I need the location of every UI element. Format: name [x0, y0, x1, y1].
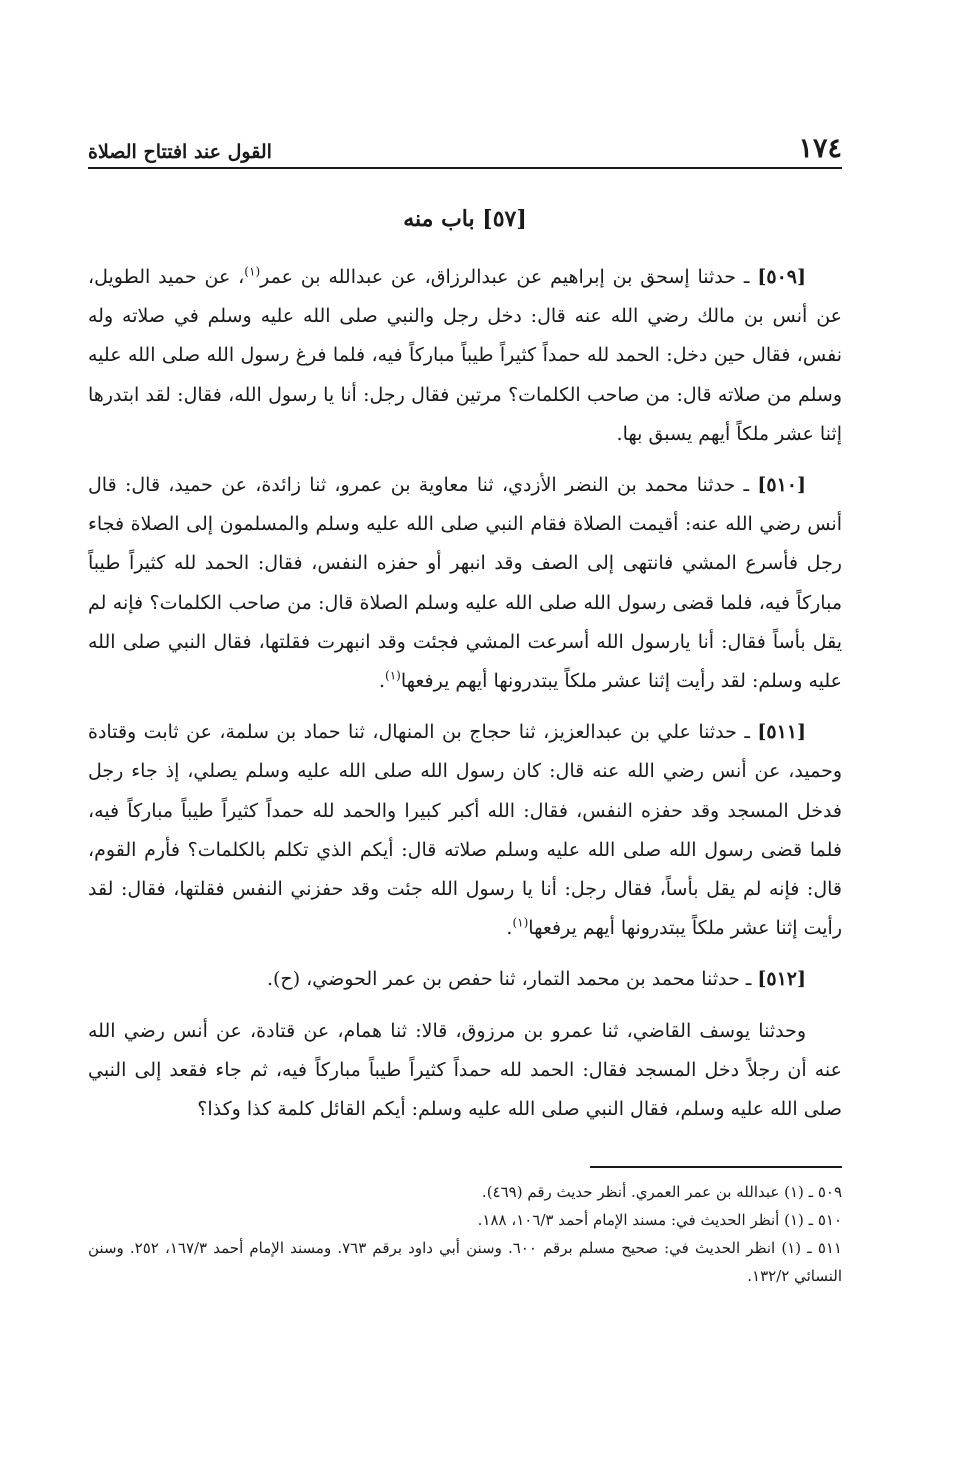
hadith-number: [٥١٢]	[757, 968, 806, 991]
hadith-number: [٥١٠]	[757, 474, 806, 497]
footnotes	[88, 1178, 842, 1290]
hadith-text-continued: .	[378, 670, 385, 693]
footnote-rule	[590, 1166, 842, 1168]
hadith-text-continued: ، عن حميد الطويل، عن أنس بن مالك رضي الله عنه قال: دخل رجل والنبي صلى الله عليه وسلم في صلاته وله نفس، فقال حين دخل: الحمد لله حمداً كثيراً طيباً مباركاً فيه، فلما فرغ رسول الله صلى الله عليه وسلم من صلاته قال: من صاحب الكلمات؟ مرتين فقال رجل: أنا يا رسول الله، فقال: لقد ابتدرها إثنا عشر ملكاً أيهم يسبق بها.	[88, 266, 842, 445]
footnote-marker: (١)	[385, 668, 401, 683]
chapter-title: [٥٧] باب منه	[403, 206, 527, 232]
page-number: ١٧٤	[798, 133, 842, 164]
hadith-511	[88, 713, 842, 948]
footnote-510: ٥١٠ ـ (١) أنظر الحديث في: مسند الإمام أحمد ١٠٦/٣، ١٨٨.	[477, 1211, 842, 1229]
header-rule	[88, 167, 842, 169]
hadith-number: [٥٠٩]	[757, 266, 806, 288]
hadith-509	[88, 258, 842, 454]
hadith-text: ـ حدثنا محمد بن محمد التمار، ثنا حفص بن عمر الحوضي، (ح).	[266, 968, 752, 991]
hadith-number: [٥١١]	[757, 721, 806, 744]
running-header	[88, 122, 842, 162]
hadith-text: ـ حدثنا إسحق بن إبراهيم عن عبدالرزاق، عن عبدالله بن عمر	[260, 266, 750, 288]
footnote-marker: (١)	[512, 915, 529, 930]
footnote-511: ٥١١ ـ (١) انظر الحديث في: صحيح مسلم برقم ٦٠٠. وسنن أبي داود برقم ٧٦٣. ومسند الإمام أحمد ١٦٧/٣، ٢٥٢. وسنن النسائي ١٣٢/٢.	[88, 1239, 842, 1285]
hadith-text-continued: .	[506, 917, 513, 940]
hadith-512-continuation: وحدثنا يوسف القاضي، ثنا عمرو بن مرزوق، قالا: ثنا همام، عن قتادة، عن أنس رضي الله عنه أن رجلاً دخل المسجد فقال: الحمد لله حمداً كثيراً طيباً مباركاً فيه، ثم جاء فقعد إلى النبي صلى الله عليه وسلم، فقال النبي صلى الله عليه وسلم: أيكم القائل كلمة كذا وكذا؟	[88, 1019, 842, 1121]
hadith-510	[88, 466, 842, 701]
hadith-text: ـ حدثنا محمد بن النضر الأزدي، ثنا معاوية بن عمرو، ثنا زائدة، عن حميد، قال: قال أنس رضي الله عنه: أقيمت الصلاة فقام النبي صلى الله عليه وسلم والمسلمون إلى الصلاة فجاء رجل فأسرع المشي فانتهى إلى الصف وقد انبهر أو حفزه النفس، فقال: الحمد لله كثيراً طيباً مباركاً فيه، فلما قضى رسول الله صلى الله عليه وسلم الصلاة قال: من صاحب الكلمات؟ فإنه لم يقل بأساً فقال: أنا يارسول الله أسرعت المشي فجئت وقد انبهرت فقلتها، فقال النبي صلى الله عليه وسلم: لقد رأيت إثنا عشر ملكاً يبتدرونها أيهم يرفعها	[88, 474, 842, 693]
hadith-512	[88, 960, 842, 999]
running-title: القول عند افتتاح الصلاة	[88, 141, 272, 163]
body-text	[88, 258, 842, 1141]
hadith-text: ـ حدثنا علي بن عبدالعزيز، ثنا حجاج بن المنهال، ثنا حماد بن سلمة، عن ثابت وقتادة وحميد، عن أنس رضي الله عنه قال: كان رسول الله صلى الله عليه وسلم يصلي، إذ جاء رجل فدخل المسجد وقد حفزه النفس، فقال: الله أكبر كبيرا والحمد لله حمداً كثيراً طيباً مباركاً فيه، فلما قضى رسول الله صلى الله عليه وسلم صلاته قال: أيكم الذي تكلم بالكلمات؟ فأرم القوم، قال: فإنه لم يقل بأساً، فقال رجل: أنا يا رسول الله جئت وقد حفزني النفس فقلتها، فقال: لقد رأيت إثنا عشر ملكاً يبتدرونها أيهم يرفعها	[88, 721, 842, 940]
footnote-509: ٥٠٩ ـ (١) عبدالله بن عمر العمري. أنظر حديث رقم (٤٦٩).	[481, 1183, 842, 1201]
footnote-marker: (١)	[244, 264, 261, 279]
